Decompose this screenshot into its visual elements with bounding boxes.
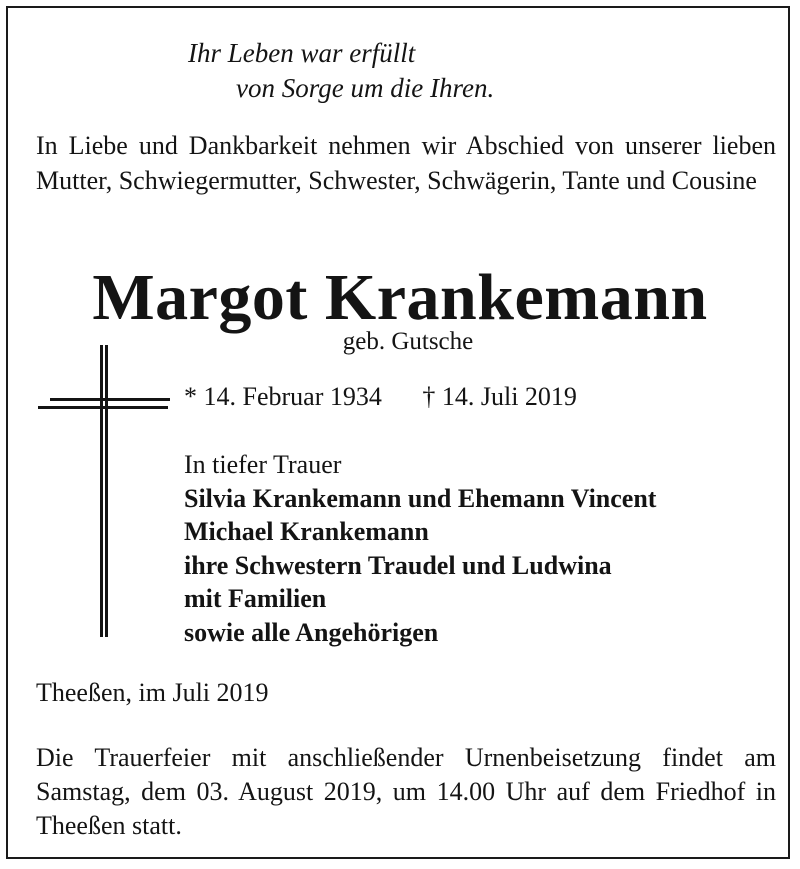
maiden-name-row xyxy=(8,326,792,358)
mourner-line: sowie alle Angehörigen xyxy=(184,617,439,647)
motto xyxy=(188,36,494,106)
maiden-name: geb. Gutsche xyxy=(342,328,474,355)
place-and-date: Theeßen, im Juli 2019 xyxy=(36,678,269,707)
motto-line-1: Ihr Leben war erfüllt xyxy=(188,38,416,68)
deceased-name: Margot Krankemann xyxy=(92,261,708,334)
life-dates xyxy=(184,380,577,414)
birth-date: * 14. Februar 1934 xyxy=(184,382,382,411)
motto-line-2: von Sorge um die Ihren. xyxy=(236,73,495,103)
death-date: † 14. Juli 2019 xyxy=(422,382,577,411)
intro-text: In Liebe und Dankbarkeit nehmen wir Abschied von unserer lieben Mutter, Schwiegermutter, Schwester, Schwägerin, Tante und Cousine xyxy=(36,131,776,195)
obituary-notice xyxy=(6,6,790,859)
service-details: Die Trauerfeier mit anschließender Urnenbeisetzung findet am Samstag, dem 03. August 2019, um 14.00 Uhr auf dem Friedhof in Theeßen statt. xyxy=(36,743,776,840)
mourner-line: Michael Krankemann xyxy=(184,517,429,546)
mourning-lead: In tiefer Trauer xyxy=(184,450,342,479)
mourners-block xyxy=(184,448,656,649)
mourner-line: ihre Schwestern Traudel und Ludwina xyxy=(184,550,612,580)
mourner-line: mit Familien xyxy=(184,584,327,613)
mourner-line: Silvia Krankemann und Ehemann Vincent xyxy=(184,483,657,513)
